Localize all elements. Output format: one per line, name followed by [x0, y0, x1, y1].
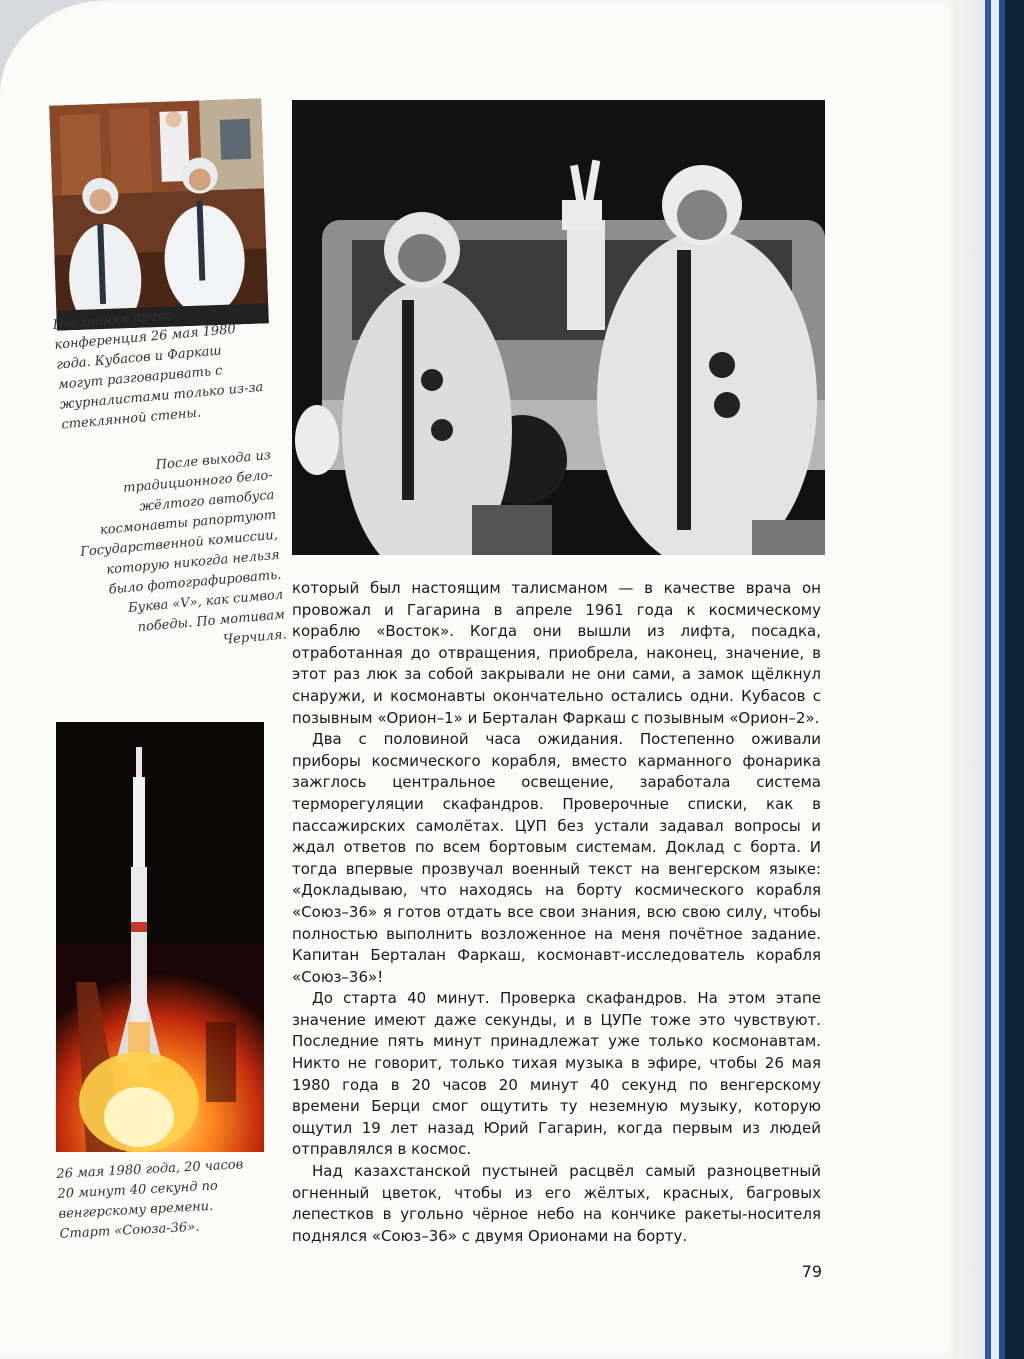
page-stack-edge	[991, 0, 999, 1359]
page-number: 79	[801, 1262, 822, 1281]
paragraph: До старта 40 минут. Проверка скафандров. На этом этапе значение имеют даже секунды, и в ЦУПе тоже это чувствуют. Последние пять минут принадлежат уже только космонавтам. Никто не говорит, только тихая музыка в эфире, чтобы 26 мая 1980 года в 20 часов 20 минут 40 секунд по венгерскому времени Берци смог ощутить ту неземную музыку, которую ощутил 19 лет назад Юрий Гагарин, когда первым из людей отправлялся в космос.	[292, 989, 821, 1159]
page-stack-edge	[955, 0, 985, 1359]
paragraph: Над казахстанской пустыней расцвёл самый разноцветный огненный цветок, чтобы из его жёлтых, красных, багровых лепестков в угольно чёрное небо на кончике ракеты-носителя поднялся «Союз–36» с двумя Орионами на борту.	[292, 1162, 821, 1245]
launch-caption: 26 мая 1980 года, 20 часов 20 минут 40 секунд по венгерскому времени. Старт «Союза-36».	[56, 1157, 244, 1242]
paragraph: который был настоящим талисманом — в качестве врача он провожал и Гагарина в апреле 1961 года к космическому кораблю «Восток». Когда они вышли из лифта, посадка, отработанная до отвращения, приобрела, наконец, значение, в этот раз люк за собой закрывали не они сами, а замок щёлкнул снаружи, и космонавты окончательно остались одни. Кубасов с позывным «Орион–1» и Берталан Фаркаш с позывным «Орион–2».	[292, 579, 821, 727]
article-body	[292, 578, 821, 1247]
cosmonauts-bus-photo	[292, 100, 825, 555]
press-conference-caption: Последняя пресс-конференция 26 мая 1980 года. Кубасов и Фаркаш могут разговаривать с журналистами только из-за стеклянной стены.	[52, 307, 264, 433]
paragraph: Два с половиной часа ожидания. Постепенно оживали приборы космического корабля, вместо карманного фонарика зажглось центральное освещение, заработала система терморегуляции скафандров. Проверочные списки, как в пассажирских самолётах. ЦУП без устали задавал вопросы и ждал ответов по всем бортовым системам. Доклад с борта. И тогда впервые прозвучал военный текст на венгерском языке: «Докладываю, что находясь на борту космического корабля «Союз–36» я готов отдать все свои знания, всю свою силу, чтобы полностью выполнить возложенное на меня почётное задание. Капитан Берталан Фаркаш, космонавт-исследователь корабля «Союз–36»!	[292, 730, 821, 986]
press-conference-photo	[49, 98, 269, 330]
bus-exit-caption: После выхода из традиционного бело-жёлтого автобуса космонавты рапортуют Государственной комиссии, которую никогда нельзя было фотографировать. Буква «V», как символ победы. По мотивам Черчиля.	[79, 447, 288, 648]
rocket-launch-photo	[56, 722, 264, 1152]
cover-edge	[1005, 0, 1024, 1359]
